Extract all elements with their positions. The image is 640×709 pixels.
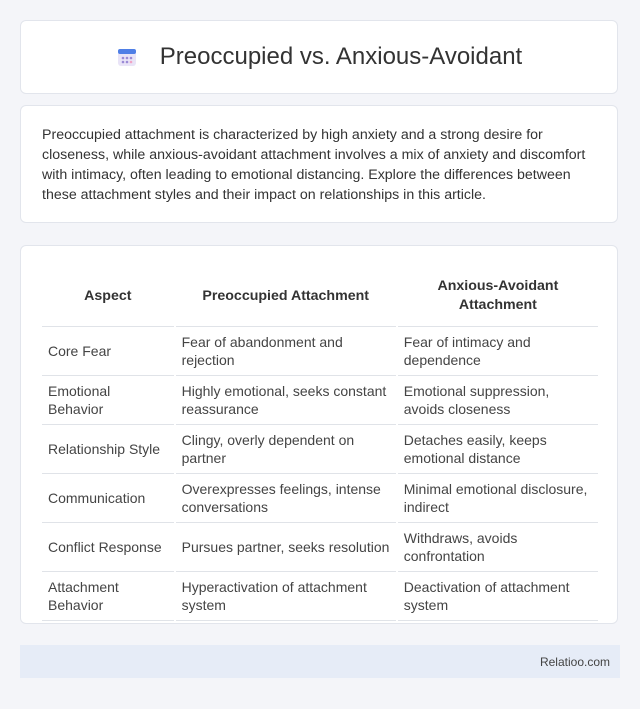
comparison-table-card xyxy=(20,245,618,624)
cell-aspect: Emotional Behavior xyxy=(42,376,174,425)
header-anxious-avoidant: Anxious-Avoidant Attachment xyxy=(398,266,598,327)
header-preoccupied: Preoccupied Attachment xyxy=(176,266,396,327)
cell-aspect: Core Fear xyxy=(42,327,174,376)
cell-preoccupied: Overexpresses feelings, intense conversations xyxy=(176,474,396,523)
table-row xyxy=(42,327,598,376)
cell-aspect: Communication xyxy=(42,474,174,523)
cell-preoccupied: Highly emotional, seeks constant reassurance xyxy=(176,376,396,425)
table-row xyxy=(42,523,598,572)
table-row xyxy=(42,376,598,425)
cell-preoccupied: Fear of abandonment and rejection xyxy=(176,327,396,376)
cell-aspect: Conflict Response xyxy=(42,523,174,572)
page-title: Preoccupied vs. Anxious-Avoidant xyxy=(159,43,523,70)
title-card xyxy=(20,20,618,94)
header-aspect: Aspect xyxy=(42,266,174,327)
cell-aspect: Relationship Style xyxy=(42,425,174,474)
cell-anxious-avoidant: Emotional suppression, avoids closeness xyxy=(398,376,598,425)
cell-preoccupied: Hyperactivation of attachment system xyxy=(176,572,396,621)
cell-anxious-avoidant: Withdraws, avoids confrontation xyxy=(398,523,598,572)
footer-site-name: Relatioo.com xyxy=(539,654,610,669)
footer xyxy=(20,645,620,678)
cell-preoccupied: Clingy, overly dependent on partner xyxy=(176,425,396,474)
cell-anxious-avoidant: Deactivation of attachment system xyxy=(398,572,598,621)
comparison-table xyxy=(40,266,600,621)
table-row xyxy=(42,572,598,621)
cell-preoccupied: Pursues partner, seeks resolution xyxy=(176,523,396,572)
cell-aspect: Attachment Behavior xyxy=(42,572,174,621)
cell-anxious-avoidant: Detaches easily, keeps emotional distance xyxy=(398,425,598,474)
intro-card xyxy=(20,105,618,223)
table-row xyxy=(42,425,598,474)
table-header-row xyxy=(42,266,598,327)
intro-text: Preoccupied attachment is characterized by high anxiety and a strong desire for closeness, while anxious-avoidant attachment involves a mix of anxiety and discomfort with intimacy, often leading to emotional distancing. Explore the differences between these attachment styles and their impact on relationships in this article. xyxy=(42,127,586,203)
calendar-icon xyxy=(116,46,138,68)
table-row xyxy=(42,474,598,523)
cell-anxious-avoidant: Fear of intimacy and dependence xyxy=(398,327,598,376)
cell-anxious-avoidant: Minimal emotional disclosure, indirect xyxy=(398,474,598,523)
